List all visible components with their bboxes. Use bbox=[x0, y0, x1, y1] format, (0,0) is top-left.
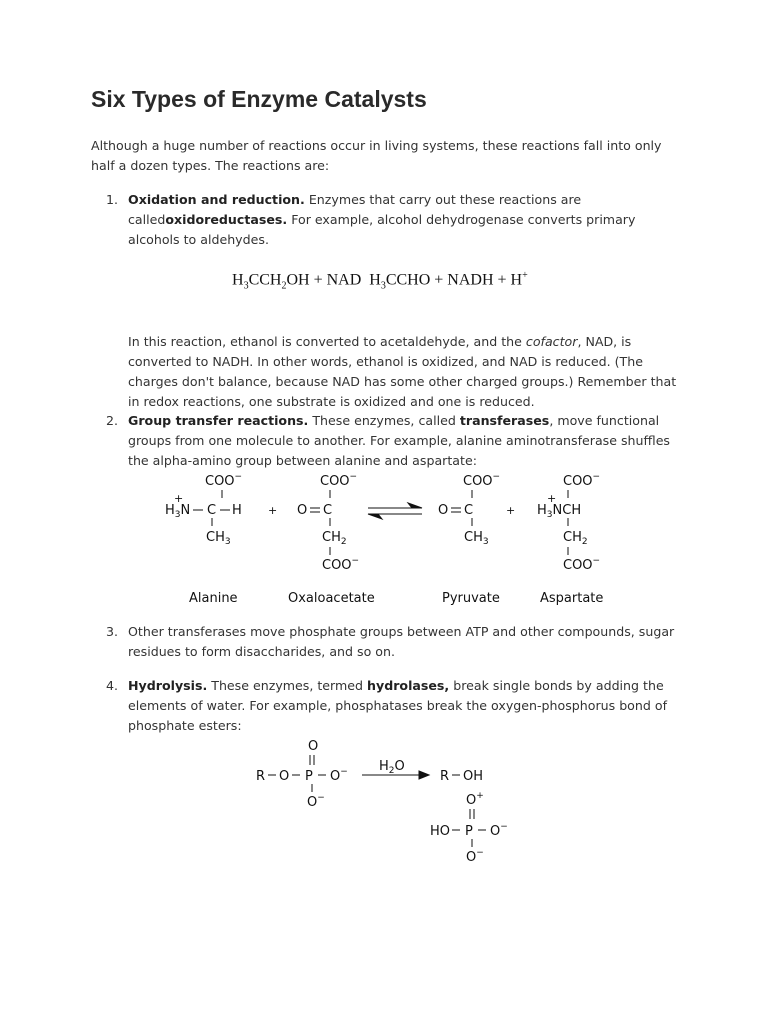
item-4-heading: Hydrolysis. bbox=[128, 678, 208, 693]
item-2-paragraph bbox=[128, 411, 680, 471]
svg-text:CH3: $CH_3$ bbox=[206, 530, 231, 547]
explain-em: cofactor bbox=[525, 334, 578, 349]
svg-text:H3NCH: $H_3NCH$ bbox=[537, 503, 582, 520]
item-1-text-b: For example, alcohol dehydrogenase converts primary alcohols to aldehydes. bbox=[128, 212, 636, 247]
list-number-2: 2. bbox=[106, 413, 119, 428]
svg-text:+: + bbox=[174, 492, 184, 505]
svg-text:R: R bbox=[256, 769, 266, 784]
list-number-4: 4. bbox=[106, 678, 119, 693]
transamination-diagram bbox=[150, 470, 620, 610]
svg-text:COO−: COO− bbox=[205, 472, 243, 489]
molecule-label-pyruvate: Pyruvate bbox=[442, 591, 500, 606]
svg-text:O+: O+ bbox=[466, 791, 484, 808]
svg-text:O: O bbox=[308, 739, 319, 754]
item-1-heading: Oxidation and reduction. bbox=[128, 192, 305, 207]
molecule-label-alanine: Alanine bbox=[189, 591, 238, 606]
svg-text:O−: O− bbox=[330, 767, 348, 784]
svg-text:COO−: COO− bbox=[320, 472, 358, 489]
svg-text:CH3: $CH_3$ bbox=[464, 530, 489, 547]
svg-text:C: C bbox=[323, 503, 333, 518]
svg-text:H3N: $H_3N$ bbox=[165, 503, 191, 520]
item-1-term: oxidoreductases. bbox=[165, 212, 288, 227]
intro-paragraph: Although a huge number of reactions occur in living systems, these reactions fall into only half a dozen types. The reactions are: bbox=[91, 138, 662, 173]
svg-text:HO: HO bbox=[430, 824, 451, 839]
svg-text:C: C bbox=[207, 503, 217, 518]
item-4-paragraph bbox=[128, 676, 680, 736]
svg-text:COO−: COO− bbox=[563, 556, 601, 573]
item-2-heading: Group transfer reactions. bbox=[128, 413, 309, 428]
svg-text:P: P bbox=[465, 824, 473, 839]
molecule-label-oxaloacetate: Oxaloacetate bbox=[288, 591, 375, 606]
item-1-explanation bbox=[128, 332, 680, 412]
svg-text:COO−: COO− bbox=[463, 472, 501, 489]
svg-text:OH: OH bbox=[463, 769, 484, 784]
list-number-1: 1. bbox=[106, 192, 119, 207]
page-title: Six Types of Enzyme Catalysts bbox=[91, 86, 427, 112]
svg-text:+: + bbox=[268, 504, 278, 517]
svg-text:+: + bbox=[547, 492, 557, 505]
explain-b: , NAD, is converted to NADH. In other words, ethanol is oxidized, and NAD is reduced. (The charges don't balance, because NAD has some other charged groups.) Remember that in redox reactions, one substrate is oxidized and one is reduced. bbox=[128, 334, 677, 409]
molecule-label-aspartate: Aspartate bbox=[540, 591, 604, 606]
item-4-term: hydrolases, bbox=[367, 678, 450, 693]
item-2-text-a: These enzymes, called bbox=[308, 413, 460, 428]
item-1-text-a: Enzymes that carry out these reactions are called bbox=[128, 192, 582, 227]
svg-text:P: P bbox=[305, 769, 313, 784]
svg-text:COO−: COO− bbox=[322, 556, 360, 573]
svg-text:COO−: COO− bbox=[563, 472, 601, 489]
svg-text:O−: O− bbox=[466, 848, 484, 865]
item-2-text-b: , move functional groups from one molecule to another. For example, alanine aminotransferase shuffles the alpha-amino group between alanine and aspartate: bbox=[128, 413, 670, 468]
svg-text:C: C bbox=[464, 503, 474, 518]
item-1-paragraph bbox=[128, 190, 668, 250]
item-4-text-a: These enzymes, termed bbox=[207, 678, 368, 693]
svg-text:CH2: $CH_2$ bbox=[322, 530, 347, 547]
svg-text:O−: O− bbox=[490, 822, 508, 839]
svg-text:CH2: $CH_2$ bbox=[563, 530, 588, 547]
svg-text:O: O bbox=[438, 503, 449, 518]
svg-text:H: H bbox=[232, 503, 242, 518]
svg-text:O−: O− bbox=[307, 793, 325, 810]
item-3-paragraph: Other transferases move phosphate groups between ATP and other compounds, sugar residues to form disaccharides, and so on. bbox=[128, 624, 675, 659]
hydrolysis-reagent: $H_2O$ bbox=[379, 759, 405, 776]
list-number-3: 3. bbox=[106, 624, 119, 639]
hydrolysis-diagram bbox=[252, 738, 532, 868]
svg-text:O: O bbox=[279, 769, 290, 784]
item-2-term: transferases bbox=[459, 413, 550, 428]
item-4-text-b: break single bonds by adding the elements of water. For example, phosphatases break the oxygen-phosphorus bond of phosphate esters: bbox=[128, 678, 668, 733]
svg-text:+: + bbox=[506, 504, 516, 517]
explain-a: In this reaction, ethanol is converted to acetaldehyde, and the bbox=[128, 334, 526, 349]
equation-redox: $H_3CCH_2OH$ + NAD $H_3CCHO$ + NADH + H+ bbox=[232, 270, 528, 292]
svg-text:O: O bbox=[297, 503, 308, 518]
svg-text:R: R bbox=[440, 769, 450, 784]
